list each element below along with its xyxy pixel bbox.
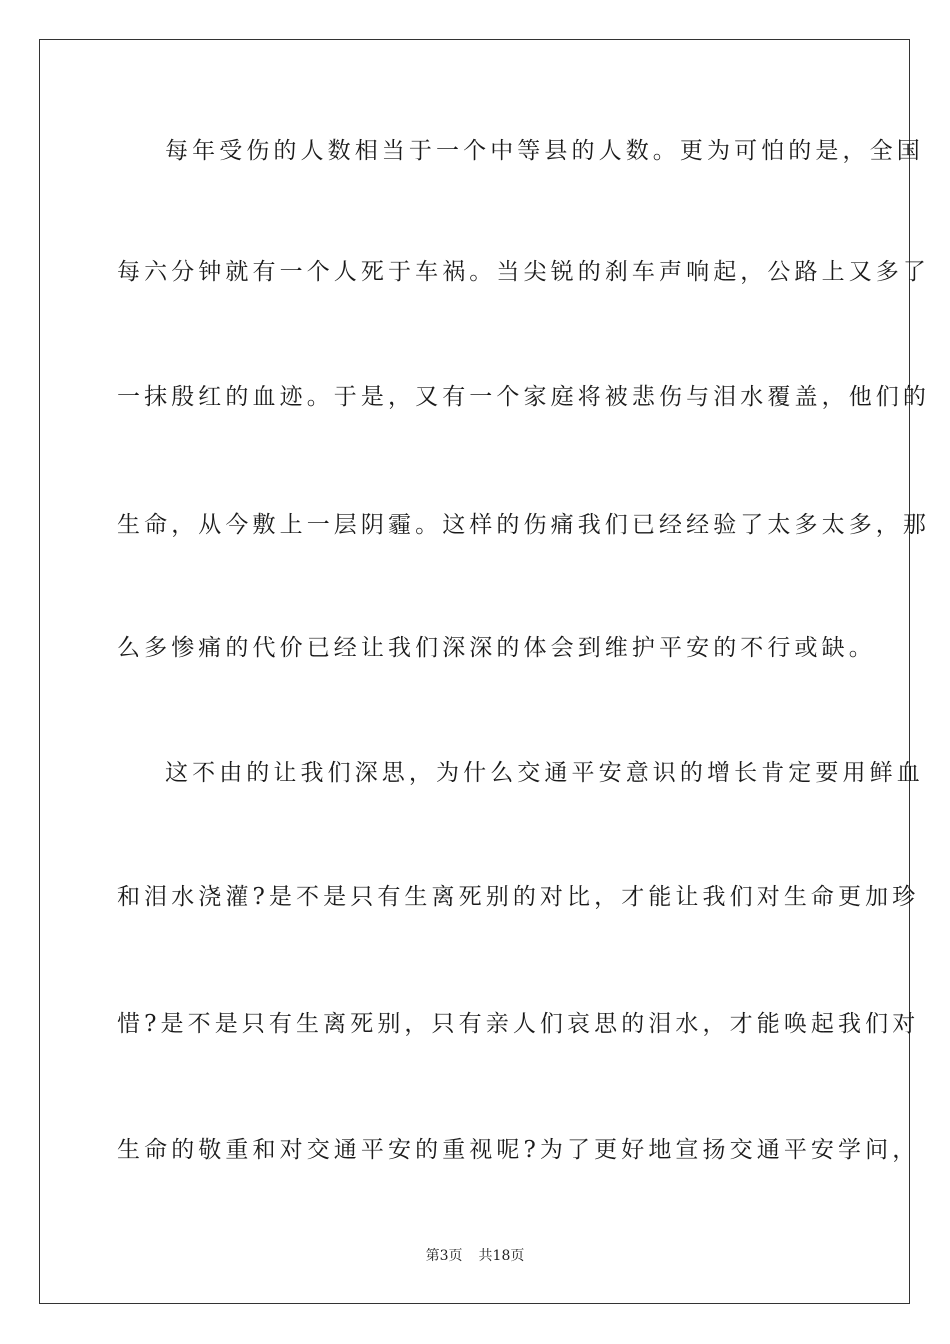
paragraph-1-line-3: 一抹殷红的血迹。于是，又有一个家庭将被悲伤与泪水覆盖，他们的	[117, 384, 930, 410]
paragraph-1-line-5: 么多惨痛的代价已经让我们深深的体会到维护平安的不行或缺。	[117, 635, 876, 661]
paragraph-2-line-2: 和泪水浇灌?是不是只有生离死别的对比，才能让我们对生命更加珍	[117, 884, 920, 910]
page-number: 第3页	[425, 1248, 463, 1264]
page-border	[39, 39, 930, 1304]
paragraph-1-line-4: 生命，从今敷上一层阴霾。这样的伤痛我们已经经验了太多太多，那	[117, 512, 930, 538]
paragraph-1-line-1: 每年受伤的人数相当于一个中等县的人数。更为可怕的是，全国	[165, 138, 924, 164]
page-footer	[0, 1246, 950, 1266]
total-pages: 共18页	[478, 1248, 525, 1264]
paragraph-2-line-4: 生命的敬重和对交通平安的重视呢?为了更好地宣扬交通平安学问，	[117, 1137, 920, 1163]
paragraph-1-line-2: 每六分钟就有一个人死于车祸。当尖锐的刹车声响起，公路上又多了	[117, 259, 930, 285]
paragraph-2-line-3: 惜?是不是只有生离死别，只有亲人们哀思的泪水，才能唤起我们对	[117, 1011, 920, 1037]
paragraph-2-line-1: 这不由的让我们深思，为什么交通平安意识的增长肯定要用鲜血	[165, 760, 924, 786]
